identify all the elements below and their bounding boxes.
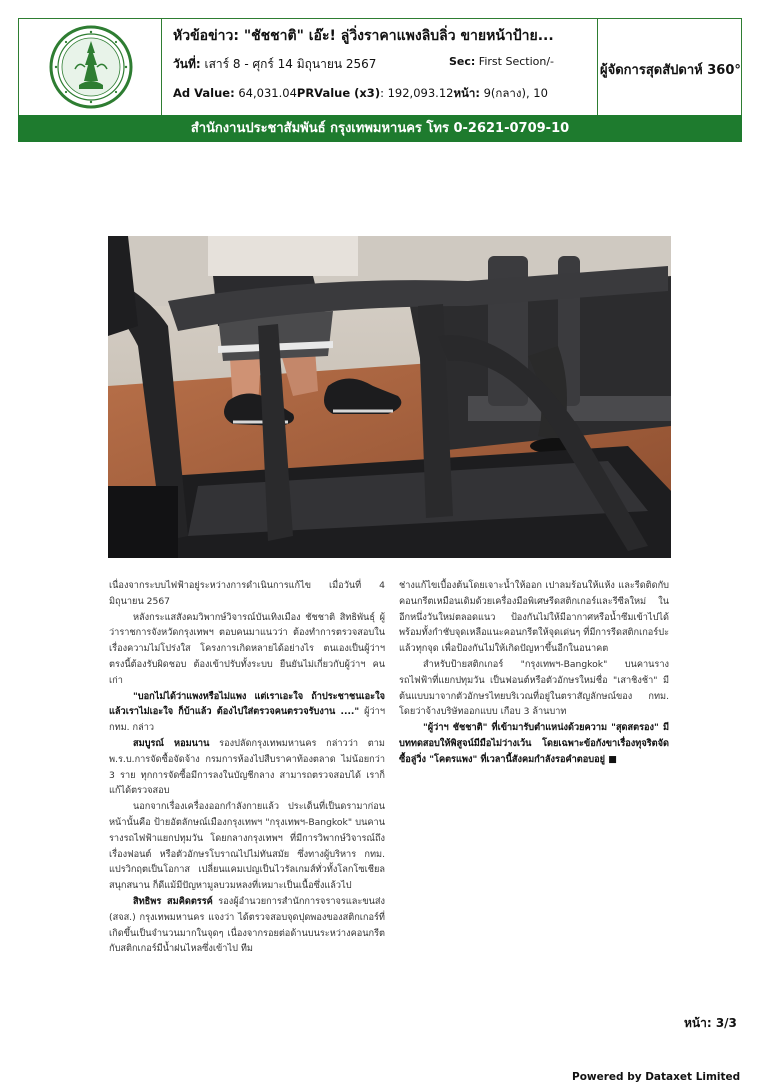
section-text: First Section/-: [475, 55, 554, 68]
headline-label: หัวข้อข่าว:: [173, 28, 239, 44]
paragraph: เนื่องจากระบบไฟฟ้าอยู่ระหว่างการดำเนินการแก้ไข เมื่อวันที่ 4 มิถุนายน 2567: [109, 580, 385, 607]
section-line: [449, 55, 554, 68]
ad-value-label: Ad Value:: [173, 86, 235, 100]
page-label: หน้า:: [453, 86, 480, 100]
paragraph: [109, 736, 385, 799]
date-label: วันที่:: [173, 57, 201, 71]
agency-banner: สำนักงานประชาสัมพันธ์ กรุงเทพมหานคร โทร 0-2621-0709-10: [18, 115, 742, 142]
paragraph: หลังกระแสสังคมวิพากษ์วิจารณ์บันเทิงเมือง ชัชชาติ สิทธิพันธุ์ ผู้ว่าราชการจังหวัดกรุงเทพฯ ตอบคนมาแนวว่า ต้องทำการตรวจสอบในเรื่องความไม่โปร่งใส โครงการเกิดหลายได้อย่างไร ตนเองเป็นผู้ว่าฯ ตรงนี้ต้องรับผิดชอบ ต้องเข้าปรับทั้งระบบ ยืนยันไม่เกี่ยวกับผู้ว่าฯ คนเก่า: [109, 611, 385, 686]
paragraph: ช่างแก้ไขเบื้องต้นโดยเจาะน้ำให้ออก เปาลมร้อนให้แห้ง และรีดติดกับคอนกรีตเหมือนเดิมด้วยเครื่องมือพิเศษรีดสติกเกอร์และรีซีลใหม่ ในอีกหนึ่งวันใหม่ตลอดแนว ป้องกันไม่ให้มีอากาศหรือน้ำซึมเข้าไปได้ พร้อมทั้งกำชับจุดเหลือแนะคอนกรีตให้จุดเด่นๆ ที่มีการรีดสติกเกอร์ปะแล้วทุกจุด เพื่อป้องกันไม่ให้เกิดปัญหาขึ้นอีกในอนาคต: [399, 580, 669, 655]
bma-seal-logo: [49, 25, 133, 109]
quote-attribution: ผู้ว่าฯ กทม. กล่าว: [109, 706, 385, 734]
treadmill-photo: [108, 236, 671, 558]
paragraph: [109, 894, 385, 957]
article-column-1: [109, 578, 385, 957]
clipping-info: [169, 19, 593, 115]
page-number: หน้า: 3/3: [684, 1016, 737, 1030]
clipping-header: [18, 18, 742, 142]
publication-name: ผู้จัดการสุดสัปดาห์ 360°: [600, 63, 741, 78]
pr-value: : 192,093.12: [380, 86, 454, 100]
date-line: [173, 55, 376, 74]
person-name: สิทธิพร สมคิดตรรค์: [133, 895, 213, 907]
ad-value: 64,031.04: [234, 86, 297, 100]
publication-cell: [597, 19, 742, 115]
paragraph: นอกจากเรื่องเครื่องออกกำลังกายแล้ว ประเด็นที่เป็นดรามาก่อนหน้านั้นคือ ป้ายอัตลักษณ์เมืองกรุงเทพฯ "กรุงเทพฯ-Bangkok" บนคานรางรถไฟฟ้าแยกปทุมวัน โดยกลางกรุงเทพฯ ที่มีการวิพากษ์วิจารณ์ถึงเรื่องฟอนต์ หรือตัวอักษรโบราณไปไม่ทันสมัย ซึ่งทางผู้บริหาร กทม. แปรวิกฤตเป็นโอกาส เปลี่ยนแคมเปญเป็นไวรัลเกมส์ทั่วทั้งโลกโซเชียลสนุกสนาน ก็ดีแม้มีปัญหามูลบวมหลงที่เหมาะเป็นเนื้อซึ่งแล้วไป: [109, 801, 385, 892]
quote-text: "บอกไม่ได้ว่าแพงหรือไม่แพง แต่เราเอะใจ ถ้าประชาชนเอะใจ แล้วเราไม่เอะใจ ก็บ้าแล้ว ต้องไปใส่ตรวจคนตรวจรับงาน ....": [109, 690, 385, 718]
powered-by: Powered by Dataxet Limited: [572, 1071, 741, 1083]
section-label: Sec:: [449, 55, 476, 68]
header-box: [18, 18, 742, 116]
paragraph-text: รองผู้อำนวยการสำนักการจราจรและขนส่ง (สจส.) กรุงเทพมหานคร แจงว่า ได้ตรวจสอบจุดปุดพองของสติกเกอร์ที่เกิดขึ้นเป็นจำนวนมากในจุดๆ เนื่องจากรอยต่อด้านบนระหว่างคอนกรีตกับสติกเกอร์มีน้ำฝนไหลซึ่งเข้าไป ทีม: [109, 895, 385, 955]
logo-cell: [19, 19, 162, 115]
closing-text: "ผู้ว่าฯ ชัชชาติ" ที่เข้ามารับตำแหน่งด้วยความ "สุดสตรอง" มีบททดสอบให้พิสูจน์มีมือไม่ว่างเว้น โดยเฉพาะข้อกังขาเรื่องทุจริตจัดซื้อลู่วิ่ง "โคตรแพง" ที่เวลานี้สังคมกำลังรอคำตอบอยู่ ■: [399, 722, 669, 765]
paragraph: สำหรับป้ายสติกเกอร์ "กรุงเทพฯ-Bangkok" บนคานรางรถไฟฟ้าที่แยกปทุมวัน เป็นฟอนต์หรือตัวอักษรใหม่ชื่อ "เสาชิงช้า" มีต้นแบบมาจากตัวอักษรไทยบริเวณที่อยู่ในตราสัญลักษณ์ของ กทม. โดยว่าจ้างบริษัทออกแบบ เกือบ 3 ล้านบาท: [399, 658, 669, 718]
value-line: [173, 85, 548, 103]
person-name: สมบูรณ์ หอมนาน: [133, 737, 210, 749]
paragraph-text: รองปลัดกรุงเทพมหานคร กล่าวว่า ตาม พ.ร.บ.การจัดซื้อจัดจ้าง กรมการห้องไปสืบราคาท้องตลาด ไม่น้อยกว่า 3 ราย ทุกการจัดซื้อมีการลงในบัญชีกลาง สามารถตรวจสอบได้ เราก็แก้ได้ตรวจสอบ: [109, 737, 385, 797]
pr-value-label: PRValue (x3): [296, 86, 381, 100]
headline-text: "ชัชชาติ" เอ๊ะ! ลู่วิ่งราคาแพงลิบลิ่ว ขายหน้าป้าย...: [238, 28, 554, 44]
closing-paragraph: [399, 720, 669, 767]
headline: [173, 25, 554, 47]
date-text: เสาร์ 8 - ศุกร์ 14 มิถุนายน 2567: [200, 57, 377, 71]
page-value: 9(กลาง), 10: [479, 86, 548, 100]
article-column-2: [399, 578, 669, 768]
quote-paragraph: [109, 689, 385, 736]
